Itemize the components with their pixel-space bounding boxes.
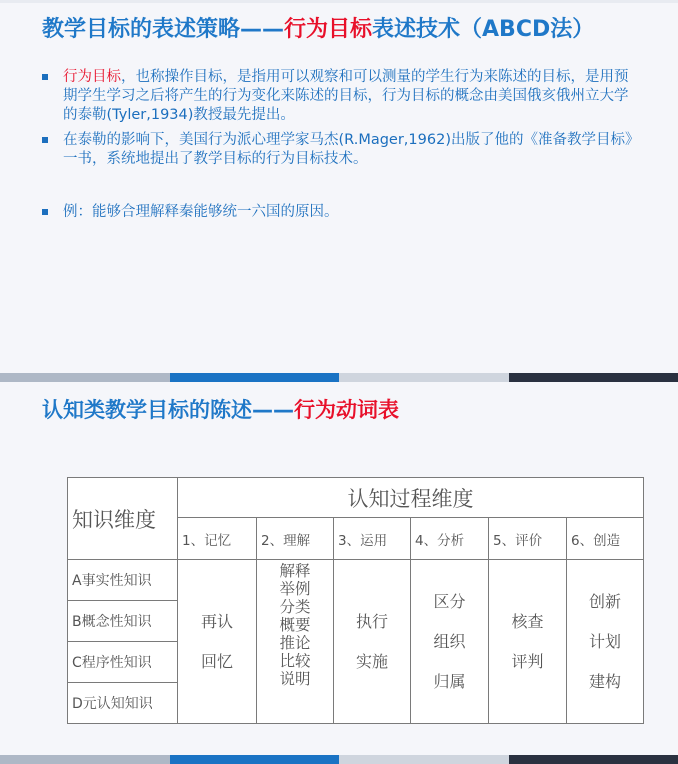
footer-color-bar [0,373,678,382]
title-highlight: 行为动词表 [294,398,399,422]
knowledge-dimension-header: 知识维度 [68,478,178,560]
bullet-example [42,203,642,222]
action-verb-table [67,477,644,724]
bullet-highlight: 行为目标 [63,69,121,85]
bullet-square-icon [42,209,48,215]
bullet-square-icon [42,74,48,80]
bullet-text: ，也称操作目标，是指用可以观察和可以测量的学生行为来陈述的目标，是用预期学生学习之后将产生的行为变化来陈述的目标，行为目标的概念由美国俄亥俄州立大学的泰勒(Tyler,1934)教授最先提出。 [63,69,629,123]
bullet-definition [42,68,642,125]
bullet-mager [42,131,642,169]
slide-title [42,394,399,424]
column-header-remember: 1、记忆 [178,518,257,560]
row-header-conceptual: B概念性知识 [68,601,178,642]
verbs-create: 创新 计划 建构 [567,560,644,724]
bullet-square-icon [42,137,48,143]
verbs-evaluate: 核查 评判 [489,560,567,724]
row-header-factual: A事实性知识 [68,560,178,601]
title-part1: 认知类教学目标的陈述—— [42,398,294,422]
column-header-evaluate: 5、评价 [489,518,567,560]
column-header-create: 6、创造 [567,518,644,560]
top-divider [0,0,678,3]
column-header-analyze: 4、分析 [411,518,489,560]
row-header-procedural: C程序性知识 [68,642,178,683]
slide-action-verbs [0,382,678,764]
bullet-text: 例：能够合理解释秦能够统一六国的原因。 [63,204,339,220]
column-header-apply: 3、运用 [334,518,411,560]
slide-title [42,12,594,43]
title-part1: 教学目标的表述策略—— [42,17,285,42]
footer-color-bar [0,755,678,764]
row-header-metacognitive: D元认知知识 [68,683,178,724]
verbs-understand: 解释 举例 分类 概要 推论 比较 说明 [257,560,334,724]
verbs-analyze: 区分 组织 归属 [411,560,489,724]
bullet-text: 在泰勒的影响下，美国行为派心理学家马杰(R.Mager,1962)出版了他的《准备教学目标》一书，系统地提出了教学目标的行为目标技术。 [63,132,640,167]
process-dimension-header: 认知过程维度 [178,478,644,518]
title-highlight: 行为目标 [284,17,373,42]
column-header-understand: 2、理解 [257,518,334,560]
verbs-remember: 再认 回忆 [178,560,257,724]
bullet-list [42,68,642,228]
title-part2: 表述技术（ABCD法） [372,17,595,42]
verbs-apply: 执行 实施 [334,560,411,724]
